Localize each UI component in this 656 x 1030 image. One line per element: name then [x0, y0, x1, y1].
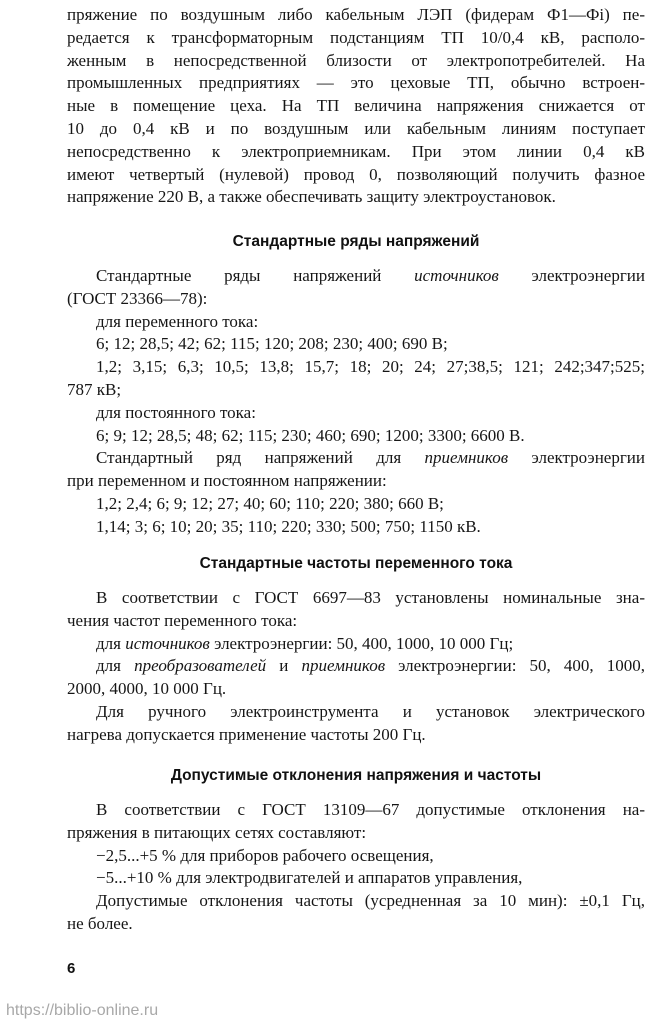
text-line: 1,14; 3; 6; 10; 20; 35; 110; 220; 330; 500; 750; 1150 кВ. — [96, 516, 481, 536]
page-number: 6 — [67, 960, 76, 977]
section-heading-frequencies: Стандартные частоты переменного тока — [199, 555, 513, 572]
text-line: при переменном и постоянном напряжении: — [67, 471, 387, 491]
source-watermark: https://biblio-online.ru — [6, 1002, 159, 1019]
section-frequencies — [67, 587, 645, 747]
text-line: пряжения в питающих сетях составляют: — [67, 822, 367, 842]
text-line: для переменного тока: — [96, 311, 259, 331]
text-line: В соответствии с ГОСТ 13109—67 допустимые отклонения на- — [96, 800, 645, 819]
text-line: имеют четвертый (нулевой) провод 0, позволяющий получить фазное — [67, 164, 645, 184]
text-line: −5...+10 % для электродвигателей и аппаратов управления, — [96, 868, 523, 888]
text-line: пряжение по воздушным либо кабельным ЛЭП (фидерам Ф1—Фi) пе- — [67, 5, 645, 24]
text-line: Допустимые отклонения частоты (усредненная за 10 мин): ±0,1 Гц, — [96, 891, 645, 911]
text-line: непосредственно к электроприемникам. При этом линии 0,4 кВ — [67, 141, 645, 161]
text-line: 1,2; 3,15; 6,3; 10,5; 13,8; 15,7; 18; 20; 24; 27;38,5; 121; 242;347;525; — [96, 357, 645, 377]
section-heading-voltage-series: Стандартные ряды напряжений — [232, 233, 480, 250]
text-line: (ГОСТ 23366—78): — [67, 288, 208, 308]
text-line: женным в непосредственной близости от электропотребителей. На — [67, 50, 645, 70]
text-line: 6; 12; 28,5; 42; 62; 115; 120; 208; 230; 400; 690 В; — [96, 334, 448, 354]
text-line: для постоянного тока: — [96, 402, 256, 422]
section-heading-deviations: Допустимые отклонения напряжения и частоты — [170, 767, 542, 784]
text-line: напряжение 220 В, а также обеспечивать защиту электроустановок. — [67, 187, 556, 207]
intro-paragraph — [67, 4, 645, 209]
text-line: 2000, 4000, 10 000 Гц. — [67, 679, 227, 699]
text-line: Стандартные ряды напряжений источников электроэнергии — [96, 266, 645, 285]
text-line: Стандартный ряд напряжений для приемников электроэнергии — [96, 448, 646, 468]
text-line: 787 кВ; — [67, 379, 122, 399]
text-line: нагрева допускается применение частоты 200 Гц. — [67, 724, 426, 744]
text-line: Для ручного электроинструмента и установок электрического — [96, 701, 645, 721]
text-line: редается к трансформаторным подстанциям ТП 10/0,4 кВ, располо- — [67, 27, 645, 47]
text-line: 1,2; 2,4; 6; 9; 12; 27; 40; 60; 110; 220; 380; 660 В; — [96, 493, 444, 513]
text-line: промышленных предприятиях — это цеховые ТП, обычно встроен- — [67, 73, 645, 93]
text-line: 6; 9; 12; 28,5; 48; 62; 115; 230; 460; 690; 1200; 3300; 6600 В. — [96, 425, 525, 445]
text-line: для источников электроэнергии: 50, 400, 1000, 10 000 Гц; — [96, 633, 514, 653]
text-line: для преобразователей и приемников электроэнергии: 50, 400, 1000, — [96, 656, 645, 676]
section-voltage-series — [67, 265, 645, 539]
text-line: В соответствии с ГОСТ 6697—83 установлены номинальные зна- — [96, 588, 645, 607]
text-line: не более. — [67, 913, 133, 933]
section-deviations — [67, 799, 645, 936]
text-line: −2,5...+5 % для приборов рабочего освещения, — [96, 845, 434, 865]
text-line: 10 до 0,4 кВ и по воздушным или кабельным линиям поступает — [67, 118, 645, 138]
text-line: ные в помещение цеха. На ТП величина напряжения снижается от — [67, 96, 645, 116]
text-line: чения частот переменного тока: — [67, 610, 298, 630]
